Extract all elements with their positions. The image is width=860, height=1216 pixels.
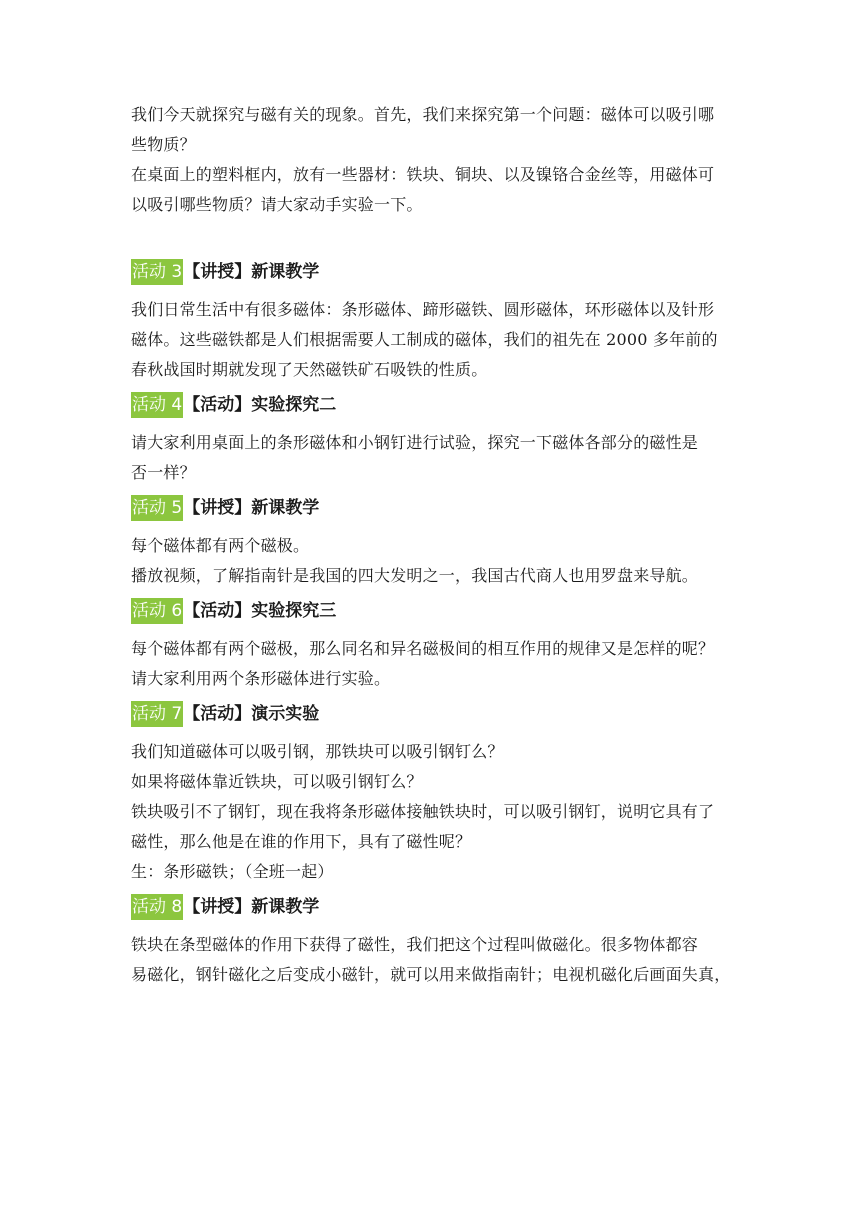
section-title: 【讲授】新课教学 <box>183 897 320 917</box>
section-body-activity-5 <box>131 531 741 591</box>
section-heading-activity-4 <box>131 391 741 419</box>
body-line: 铁块在条型磁体的作用下获得了磁性，我们把这个过程叫做磁化。很多物体都容 <box>131 935 699 954</box>
section-title: 【活动】实验探究三 <box>183 601 337 621</box>
activity-tag: 活动 3 <box>131 259 183 285</box>
body-line: 如果将磁体靠近铁块，可以吸引钢钉么？ <box>131 772 423 791</box>
body-line: 生：条形磁铁；（全班一起） <box>131 862 334 881</box>
section-body-activity-4 <box>131 428 741 488</box>
activity-tag: 活动 5 <box>131 495 183 521</box>
section-body-activity-3 <box>131 295 741 385</box>
section-heading-activity-3 <box>131 258 741 286</box>
document-page <box>131 100 741 996</box>
section-heading-activity-7 <box>131 700 741 728</box>
section-body-activity-7 <box>131 737 741 887</box>
body-line: 每个磁体都有两个磁极。 <box>131 536 310 555</box>
section-heading-activity-5 <box>131 494 741 522</box>
activity-tag: 活动 6 <box>131 598 183 624</box>
section-heading-activity-8 <box>131 893 741 921</box>
intro-line: 我们今天就探究与磁有关的现象。首先，我们来探究第一个问题：磁体可以吸引哪 <box>131 105 715 124</box>
section-heading-activity-6 <box>131 597 741 625</box>
body-line: 磁体。这些磁铁都是人们根据需要人工制成的磁体，我们的祖先在 2000 多年前的 <box>131 330 718 349</box>
body-line: 每个磁体都有两个磁极，那么同名和异名磁极间的相互作用的规律又是怎样的呢？ <box>131 639 715 658</box>
body-line: 请大家利用桌面上的条形磁体和小钢钉进行试验，探究一下磁体各部分的磁性是 <box>131 433 699 452</box>
body-line: 我们日常生活中有很多磁体：条形磁体、蹄形磁铁、圆形磁体，环形磁体以及针形 <box>131 300 715 319</box>
body-line: 铁块吸引不了钢钉，现在我将条形磁体接触铁块时，可以吸引钢钉，说明它具有了 <box>131 802 715 821</box>
intro-line: 些物质？ <box>131 135 196 154</box>
activity-tag: 活动 4 <box>131 392 183 418</box>
intro-line: 在桌面上的塑料框内，放有一些器材：铁块、铜块、以及镍铬合金丝等，用磁体可 <box>131 165 715 184</box>
section-title: 【活动】实验探究二 <box>183 395 337 415</box>
section-body-activity-8 <box>131 930 741 990</box>
activity-tag: 活动 7 <box>131 701 183 727</box>
body-line: 春秋战国时期就发现了天然磁铁矿石吸铁的性质。 <box>131 360 488 379</box>
body-line: 请大家利用两个条形磁体进行实验。 <box>131 669 391 688</box>
body-line: 否一样？ <box>131 463 196 482</box>
section-body-activity-6 <box>131 634 741 694</box>
body-line: 磁性，那么他是在谁的作用下，具有了磁性呢？ <box>131 832 472 851</box>
activity-tag: 活动 8 <box>131 894 183 920</box>
body-line: 易磁化，钢针磁化之后变成小磁针，就可以用来做指南针；电视机磁化后画面失真， <box>131 965 731 984</box>
section-title: 【讲授】新课教学 <box>183 262 320 282</box>
body-line: 播放视频，了解指南针是我国的四大发明之一，我国古代商人也用罗盘来导航。 <box>131 566 699 585</box>
intro-block <box>131 100 741 220</box>
section-title: 【讲授】新课教学 <box>183 498 320 518</box>
section-title: 【活动】演示实验 <box>183 704 320 724</box>
body-line: 我们知道磁体可以吸引钢，那铁块可以吸引钢钉么？ <box>131 742 504 761</box>
intro-line: 以吸引哪些物质？请大家动手实验一下。 <box>131 195 423 214</box>
